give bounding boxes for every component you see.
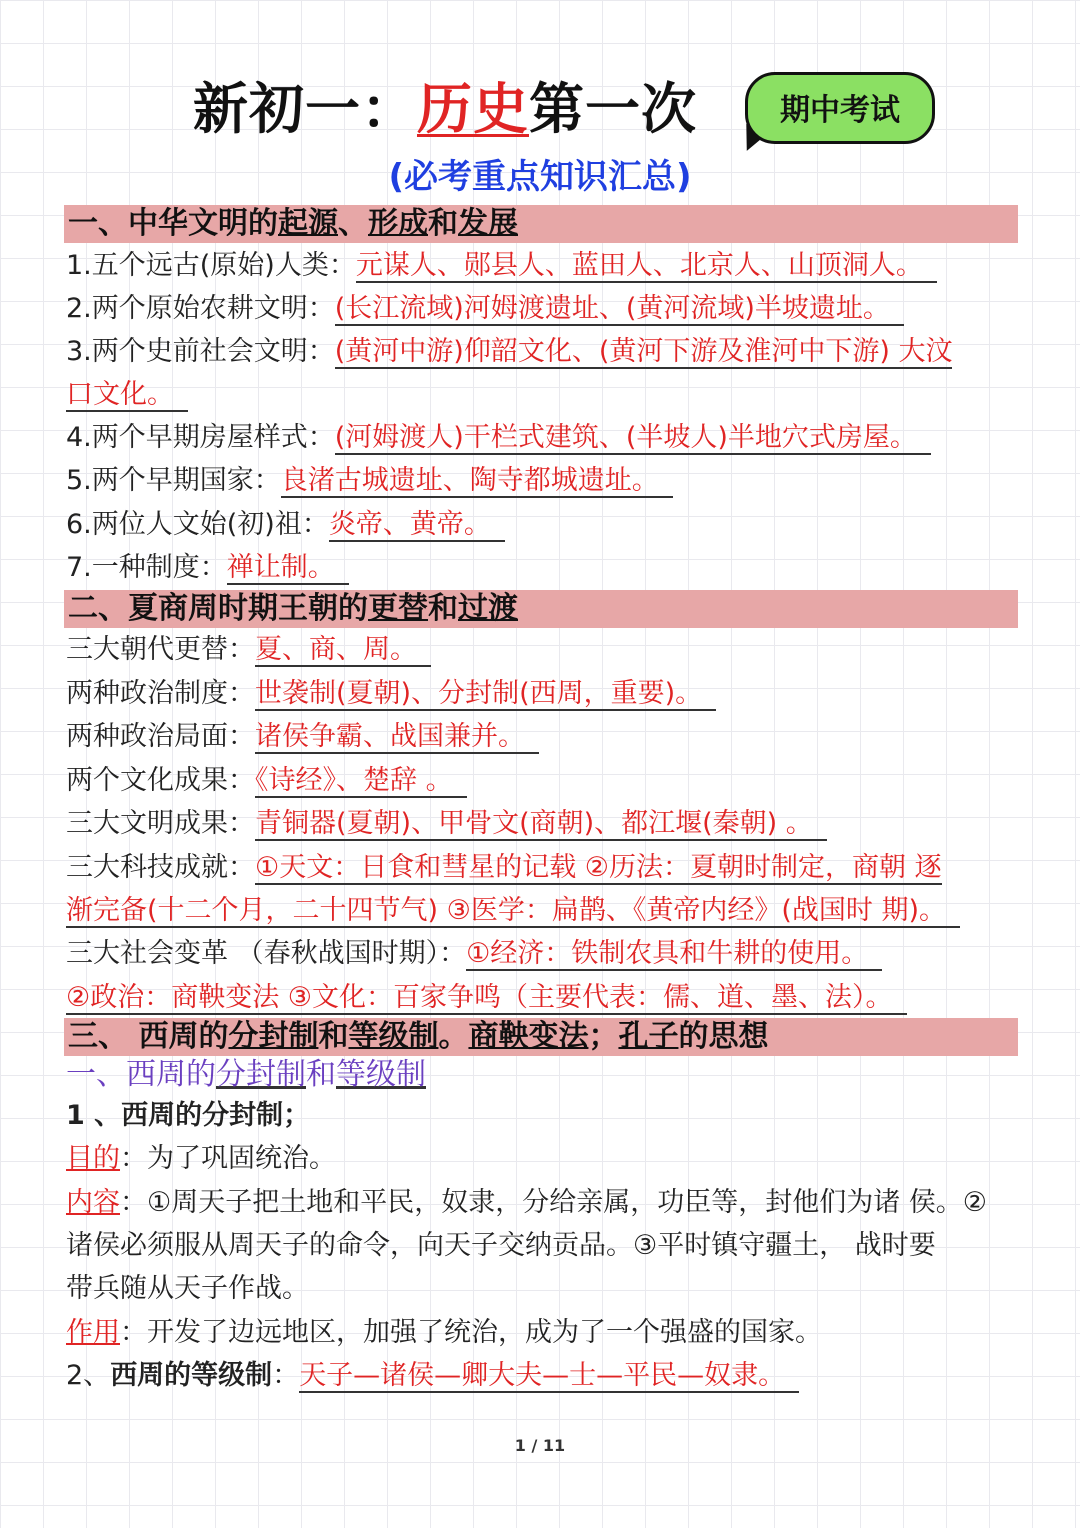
list-item — [66, 503, 1016, 546]
content-line: 带兵随从天子作战。 — [66, 1273, 309, 1304]
title-suffix: 第一次 — [529, 77, 698, 141]
item-answer: 青铜器(夏朝)、甲骨文(商朝)、都江堰(秦朝) 。 — [255, 808, 827, 841]
item-answer: 《诗经》、楚辞 。 — [255, 765, 467, 798]
subsection-keyword-fief: 分封制 — [216, 1057, 306, 1092]
item-label: 两种政治制度： — [66, 678, 255, 709]
effect-label: 作用 — [66, 1317, 120, 1348]
section-1-keyword-develop: 发展 — [458, 206, 518, 241]
item-label: 4.两个早期房屋样式： — [66, 422, 335, 453]
item-answer: (黄河中游)仰韶文化、(黄河下游及淮河中下游) 大汶 — [334, 336, 953, 367]
list-item — [66, 802, 1016, 845]
section-3-and: 和 — [318, 1019, 349, 1054]
list-item — [66, 715, 1016, 758]
item-answer: 炎帝、黄帝。 — [329, 509, 505, 542]
item-answer: (长江流域)河姆渡遗址、(黄河流域)半坡遗址。 — [335, 293, 904, 326]
item-answer: (河姆渡人)干栏式建筑、(半坡人)半地穴式房屋。 — [335, 422, 931, 455]
item-answer: 世袭制(夏朝)、分封制(西周，重要)。 — [255, 678, 716, 711]
item-answer: ①天文：日食和彗星的记载 ②历法：夏朝时制定，商朝 逐 — [255, 852, 942, 883]
item-answer: 诸侯争霸、战国兼并。 — [255, 721, 539, 754]
title-prefix: 新初一： — [192, 77, 417, 141]
item-answer: 禅让制。 — [227, 552, 349, 585]
section-3-semicolon: ； — [588, 1019, 619, 1054]
purpose-label: 目的 — [66, 1143, 120, 1174]
point-2-colon: ： — [272, 1360, 300, 1391]
subsection-and: 和 — [306, 1057, 336, 1092]
section-3-keyword-confucius: 孔子 — [618, 1019, 679, 1054]
item-label: 3.两个史前社会文明： — [66, 336, 335, 367]
list-item — [66, 546, 1016, 589]
section-1-sep: 、 — [338, 206, 368, 241]
content-line — [66, 1181, 1016, 1224]
item-answer: 良渚古城遗址、陶寺都城遗址。 — [281, 465, 673, 498]
item-answer: 夏、商、周。 — [255, 634, 431, 667]
content-text: ：①周天子把土地和平民，奴隶，分给亲属，功臣等，封他们为诸 侯。② — [120, 1187, 987, 1218]
section-2-keyword-change: 更替 — [368, 591, 428, 626]
section-3-keyword-rank: 等级制 — [348, 1019, 439, 1054]
list-item-continuation — [66, 889, 1016, 932]
section-3-heading-text: 三、 西周的 — [68, 1019, 229, 1054]
section-3-period: 。 — [438, 1019, 469, 1054]
list-item — [66, 244, 1016, 287]
item-label: 5.两个早期国家： — [66, 465, 281, 496]
section-3-heading — [64, 1018, 1018, 1056]
item-answer-cont: 口文化。 — [66, 379, 188, 412]
list-item — [66, 846, 1016, 889]
page-number: 1 / 11 — [514, 1436, 566, 1455]
point-1-heading: 1 、西周的分封制； — [66, 1100, 311, 1131]
section-1-heading-text: 一、中华文明的 — [68, 206, 278, 241]
point-2-answer: 天子—诸侯—卿大夫—士—平民—奴隶。 — [299, 1360, 799, 1393]
subsection-keyword-rank: 等级制 — [336, 1057, 426, 1092]
list-item — [66, 628, 1016, 671]
point-2-heading: 西周的等级制 — [110, 1360, 273, 1391]
item-label: 2.两个原始农耕文明： — [66, 293, 335, 324]
list-item — [66, 932, 1016, 975]
purpose-line — [66, 1137, 1016, 1180]
section-1-keyword-origin: 起源 — [278, 206, 338, 241]
section-1-keyword-form: 形成 — [368, 206, 428, 241]
list-item — [66, 672, 1016, 715]
exam-badge: 期中考试 — [745, 72, 935, 144]
list-item — [66, 416, 1016, 459]
subsection-heading — [66, 1053, 1016, 1096]
section-3-heading-tail: 的思想 — [678, 1019, 769, 1054]
list-item — [66, 330, 1016, 373]
page-subtitle: (必考重点知识汇总) — [388, 157, 692, 197]
section-3-keyword-reform: 商鞅变法 — [468, 1019, 589, 1054]
item-label: 三大科技成就： — [66, 852, 255, 883]
content-line: 诸侯必须服从周天子的命令，向天子交纳贡品。③平时镇守疆土， 战时要 — [66, 1230, 936, 1261]
item-answer-cont: ②政治：商鞅变法 ③文化：百家争鸣（主要代表：儒、道、墨、法）。 — [66, 982, 907, 1015]
item-answer: 元谋人、郧县人、蓝田人、北京人、山顶洞人。 — [356, 250, 937, 283]
content-label: 内容 — [66, 1187, 120, 1218]
item-label: 三大社会变革 （春秋战国时期）： — [66, 938, 467, 969]
item-label: 三大朝代更替： — [66, 634, 255, 665]
list-item-continuation — [66, 373, 1016, 416]
section-2-keyword-transition: 过渡 — [458, 591, 518, 626]
item-label: 7.一种制度： — [66, 552, 227, 583]
list-item-continuation — [66, 976, 1016, 1019]
section-2-heading — [64, 590, 1018, 628]
effect-line — [66, 1311, 1016, 1354]
item-answer: ①经济：铁制农具和牛耕的使用。 — [466, 938, 882, 971]
item-label: 两个文化成果： — [66, 765, 255, 796]
item-label: 6.两位人文始(初)祖： — [66, 509, 329, 540]
section-2-heading-text: 二、夏商周时期王朝的 — [68, 591, 368, 626]
list-item — [66, 759, 1016, 802]
title-highlight: 历史 — [416, 77, 529, 141]
item-answer-cont: 渐完备(十二个月，二十四节气) ③医学：扁鹊、《黄帝内经》(战国时 期)。 — [66, 895, 960, 928]
section-3-keyword-fief: 分封制 — [228, 1019, 319, 1054]
purpose-text: ：为了巩固统治。 — [120, 1143, 336, 1174]
effect-text: ：开发了边远地区，加强了统治，成为了一个强盛的国家。 — [120, 1317, 822, 1348]
point-2-prefix: 2、 — [66, 1360, 111, 1391]
section-2-and: 和 — [428, 591, 458, 626]
list-item — [66, 459, 1016, 502]
list-item — [66, 287, 1016, 330]
item-label: 两种政治局面： — [66, 721, 255, 752]
point-2-line — [66, 1354, 1016, 1397]
item-label: 1.五个远古(原始)人类： — [66, 250, 356, 281]
item-label: 三大文明成果： — [66, 808, 255, 839]
subsection-text: 一、西周的 — [66, 1057, 216, 1092]
section-1-heading — [64, 205, 1018, 243]
section-1-and: 和 — [428, 206, 458, 241]
